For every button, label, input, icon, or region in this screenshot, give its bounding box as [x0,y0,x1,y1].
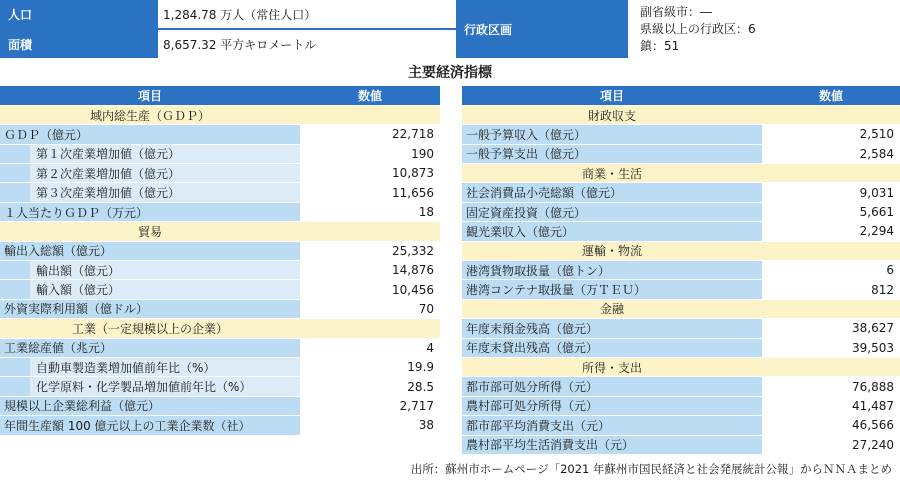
table-row [0,338,440,357]
table-row [0,299,440,318]
row-value: 38 [300,416,440,435]
section-value-blank [300,105,440,124]
row-value: 11,656 [300,183,440,202]
admin-line-1: 副省級市：― [640,4,713,19]
row-label: 農村部平均生活消費支出（元） [462,435,762,454]
row-value: 10,456 [300,280,440,299]
indent-cell [0,261,30,280]
table-row [462,222,900,241]
row-label: 都市部平均消費支出（元） [462,416,762,435]
section-label: 金融 [462,299,762,318]
row-label: 外資実際利用額（億ドル） [0,299,300,318]
section-value-blank [300,222,440,241]
row-value: 6 [762,261,900,280]
header-value: 数値 [300,86,440,105]
source-note: 出所：蘇州市ホームページ「2021 年蘇州市国民経済と社会発展統計公報」からＮＮＡまとめ [410,462,892,476]
row-value: 10,873 [300,164,440,183]
table-row [0,164,440,183]
row-label: 一般予算収入（億元） [462,125,762,144]
row-label: 第３次産業増加値（億元） [30,183,300,202]
row-label: 輸出額（億元） [30,261,300,280]
population-label: 人口 [0,0,157,28]
table-row [462,144,900,163]
section-row [462,241,900,260]
section-row [462,164,900,183]
row-value: 19.9 [300,357,440,376]
section-row [462,299,900,318]
row-label: １人当たりＧＤＰ（万元） [0,202,300,221]
row-label: 化学原料・化学製品増加値前年比（%） [30,377,300,396]
area-label: 面積 [0,30,157,58]
admin-line-3: 鎮：51 [640,38,680,53]
table-row [462,396,900,415]
table-row [0,280,440,299]
row-label: 工業総産値（兆元） [0,338,300,357]
section-value-blank [762,164,900,183]
area-value: 8,657.32 平方キロメートル [157,30,455,58]
indent-cell [0,357,30,376]
table-row [0,125,440,144]
row-label: 一般予算支出（億元） [462,144,762,163]
row-value: 2,510 [762,125,900,144]
table-row [0,396,440,415]
row-label: 輸入額（億元） [30,280,300,299]
row-value: 9,031 [762,183,900,202]
row-value: 14,876 [300,261,440,280]
section-row [462,105,900,124]
table-row [462,338,900,357]
table-row [462,125,900,144]
row-label: 港湾コンテナ取扱量（万ＴＥＵ） [462,280,762,299]
row-value: 39,503 [762,338,900,357]
population-value: 1,284.78 万人（常住人口） [157,0,455,28]
row-value: 2,294 [762,222,900,241]
row-value: 190 [300,144,440,163]
row-value: 2,717 [300,396,440,415]
table-row [0,261,440,280]
table-row [462,377,900,396]
page-title: 主要経済指標 [408,65,492,81]
row-label: 自動車製造業増加値前年比（%） [30,357,300,376]
table-row [0,416,440,435]
section-label: 域内総生産（ＧＤＰ） [0,105,300,124]
section-label: 財政収支 [462,105,762,124]
row-label: 年間生産額 100 億元以上の工業企業数（社） [0,416,300,435]
section-row [0,105,440,124]
row-value: 38,627 [762,319,900,338]
row-label: 港湾貨物取扱量（億トン） [462,261,762,280]
indent-cell [0,377,30,396]
table-row [462,319,900,338]
admin-values [628,0,900,58]
indent-cell [0,164,30,183]
row-value: 4 [300,338,440,357]
row-label: 農村部可処分所得（元） [462,396,762,415]
row-value: 46,566 [762,416,900,435]
table-row [0,357,440,376]
row-value: 41,487 [762,396,900,415]
section-value-blank [762,299,900,318]
table-row [462,435,900,454]
section-label: 運輸・物流 [462,241,762,260]
table-row [462,416,900,435]
table-row [462,183,900,202]
row-label: 年度末貸出残高（億元） [462,338,762,357]
section-label: 商業・生活 [462,164,762,183]
row-value: 76,888 [762,377,900,396]
section-label: 工業（一定規模以上の企業） [0,319,300,338]
table-row [462,261,900,280]
table-row [0,241,440,260]
row-label: 第２次産業増加値（億元） [30,164,300,183]
section-value-blank [762,105,900,124]
table-row [462,280,900,299]
row-label: 第１次産業増加値（億元） [30,144,300,163]
header-item: 項目 [0,86,300,105]
row-value: 70 [300,299,440,318]
section-row [0,222,440,241]
row-value: 812 [762,280,900,299]
admin-label: 行政区画 [456,0,628,58]
section-row [0,319,440,338]
row-label: 規模以上企業総利益（億元） [0,396,300,415]
table-row [0,202,440,221]
row-value: 25,332 [300,241,440,260]
indent-cell [0,144,30,163]
row-label: 固定資産投資（億元） [462,202,762,221]
table-row [462,202,900,221]
row-value: 28.5 [300,377,440,396]
table-header-row [0,86,440,105]
section-row [462,357,900,376]
row-label: 年度末預金残高（億元） [462,319,762,338]
indent-cell [0,280,30,299]
section-value-blank [300,319,440,338]
admin-line-2: 県級以上の行政区：6 [640,21,756,36]
table-row [0,377,440,396]
section-value-blank [762,241,900,260]
row-label: 観光業収入（億元） [462,222,762,241]
section-label: 貿易 [0,222,300,241]
section-value-blank [762,357,900,376]
row-value: 18 [300,202,440,221]
indent-cell [0,183,30,202]
right-indicator-table [462,86,900,455]
row-label: 社会消費品小売総額（億元） [462,183,762,202]
row-value: 22,718 [300,125,440,144]
header-item: 項目 [462,86,762,105]
row-label: 都市部可処分所得（元） [462,377,762,396]
table-row [0,183,440,202]
overview-panel [0,0,900,58]
row-value: 5,661 [762,202,900,221]
row-value: 2,584 [762,144,900,163]
row-value: 27,240 [762,435,900,454]
table-row [0,144,440,163]
row-label: ＧＤＰ（億元） [0,125,300,144]
table-header-row [462,86,900,105]
section-label: 所得・支出 [462,357,762,376]
row-label: 輸出入総額（億元） [0,241,300,260]
left-indicator-table [0,86,440,436]
header-value: 数値 [762,86,900,105]
